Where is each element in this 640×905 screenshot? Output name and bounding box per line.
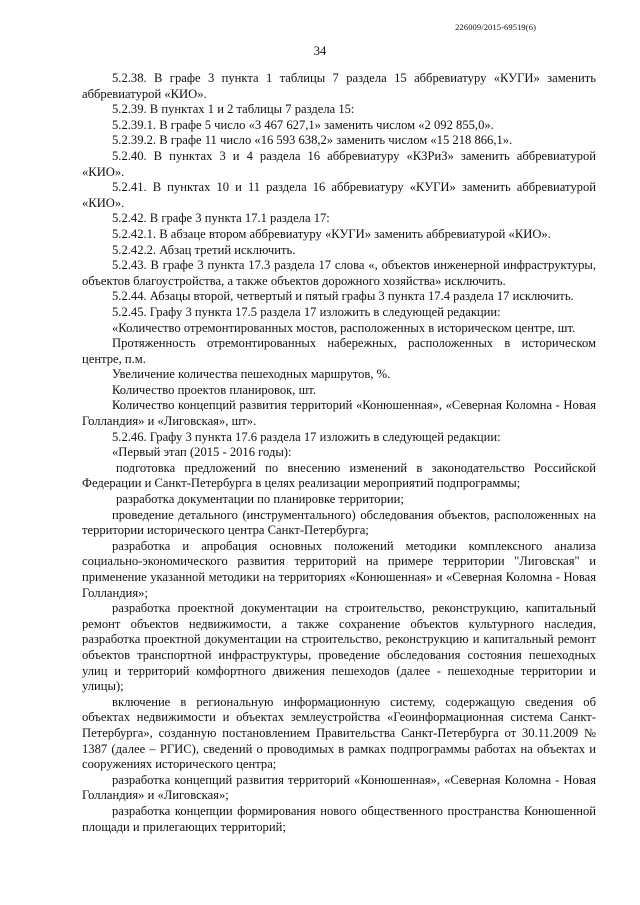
indicator-bridges: «Количество отремонтированных мостов, расположенных в историческом центре, шт. bbox=[112, 320, 576, 335]
stage-one-heading: «Первый этап (2015 - 2016 годы): bbox=[112, 445, 292, 460]
paragraph-5-2-38: 5.2.38. В графе 3 пункта 1 таблицы 7 раздела 15 аббревиатуру «КУГИ» заменить аббревиатурой «КИО». bbox=[82, 71, 596, 101]
paragraph-5-2-43: 5.2.43. В графе 3 пункта 17.3 раздела 17 слова «, объектов инженерной инфраструктуры, объектов благоустройства, а также объектов дорожного хозяйства» исключить. bbox=[82, 258, 596, 288]
stage-item-legislation: подготовка предложений по внесению изменений в законодательство Российской Федерации и Санкт-Петербурга в целях реализации мероприятий подпрограммы; bbox=[82, 460, 596, 491]
paragraph-5-2-39-1: 5.2.39.1. В графе 5 число «3 467 627,1» заменить числом «2 092 855,0». bbox=[112, 117, 494, 132]
document-registration-number: 226009/2015-69519(6) bbox=[455, 22, 536, 32]
paragraph-5-2-39: 5.2.39. В пунктах 1 и 2 таблицы 7 раздела 15: bbox=[112, 102, 355, 117]
page-number: 34 bbox=[313, 44, 327, 58]
indicator-planning-projects: Количество проектов планировок, шт. bbox=[112, 382, 316, 397]
paragraph-5-2-42-1: 5.2.42.1. В абзаце втором аббревиатуру «КУГИ» заменить аббревиатурой «КИО». bbox=[112, 226, 551, 241]
indicator-pedestrian-routes: Увеличение количества пешеходных маршрутов, %. bbox=[112, 367, 391, 382]
paragraph-5-2-42: 5.2.42. В графе 3 пункта 17.1 раздела 17: bbox=[112, 211, 330, 226]
stage-item-concepts: разработка концепций развития территорий «Конюшенная», «Северная Коломна - Новая Голландия» и «Лиговская»; bbox=[82, 772, 596, 803]
paragraph-5-2-42-2: 5.2.42.2. Абзац третий исключить. bbox=[112, 242, 296, 257]
paragraph-5-2-39-2: 5.2.39.2. В графе 11 число «16 593 638,2» заменить числом «15 218 866,1». bbox=[112, 133, 513, 148]
paragraph-5-2-46: 5.2.46. Графу 3 пункта 17.6 раздела 17 изложить в следующей редакции: bbox=[112, 429, 501, 444]
paragraph-5-2-40: 5.2.40. В пунктах 3 и 4 раздела 16 аббревиатуру «КЗРиЗ» заменить аббревиатурой «КИО». bbox=[82, 148, 596, 179]
indicator-development-concepts: Количество концепций развития территорий «Конюшенная», «Северная Коломна - Новая Голландия» и «Лиговская», шт». bbox=[82, 398, 596, 429]
paragraph-5-2-44: 5.2.44. Абзацы второй, четвертый и пятый графы 3 пункта 17.4 раздела 17 исключить. bbox=[112, 289, 574, 304]
stage-item-planning-documentation: разработка документации по планировке территории; bbox=[116, 492, 404, 507]
paragraph-5-2-45: 5.2.45. Графу 3 пункта 17.5 раздела 17 изложить в следующей редакции: bbox=[112, 304, 501, 319]
stage-item-project-documentation: разработка проектной документации на строительство, реконструкцию, капитальный ремонт объектов недвижимости, а также сохранение объектов культурного наследия, разработка проектной документации на строительство, реконструкцию и капитальный ремонт объектов транспортной инфраструктуры, проведение обследования состояния пешеходных улиц и территорий комфортного движения пешеходов (далее - пешеходные территории и улицы); bbox=[82, 601, 596, 694]
stage-item-konyushennaya-square: разработка концепции формирования нового общественного пространства Конюшенной площади и прилегающих территорий; bbox=[82, 803, 596, 834]
stage-item-inspection: проведение детального (инструментального) обследования объектов, расположенных на территории исторического центра Санкт-Петербурга; bbox=[82, 507, 596, 538]
stage-item-rgis: включение в региональную информационную систему, содержащую сведения об объектах недвижимости и объектах землеустройства «Геоинформационная система Санкт-Петербурга», созданную постановлением Правительства Санкт-Петербурга от 30.11.2009 № 1387 (далее – РГИС), сведений о проводимых в рамках подпрограммы работах на объектах и сооружениях исторического центра; bbox=[82, 694, 596, 772]
indicator-embankments: Протяженность отремонтированных набережных, расположенных в историческом центре, п.м. bbox=[82, 336, 596, 366]
stage-item-methodology: разработка и апробация основных положений методики комплексного анализа социально-экономического развития территорий на примере территории "Лиговская" и применение указанной методики на территориях «Конюшенная» и «Северная Коломна - Новая Голландия»; bbox=[82, 538, 596, 600]
paragraph-5-2-41: 5.2.41. В пунктах 10 и 11 раздела 16 аббревиатуру «КУГИ» заменить аббревиатурой «КИО». bbox=[82, 180, 596, 210]
document-body bbox=[82, 71, 596, 835]
